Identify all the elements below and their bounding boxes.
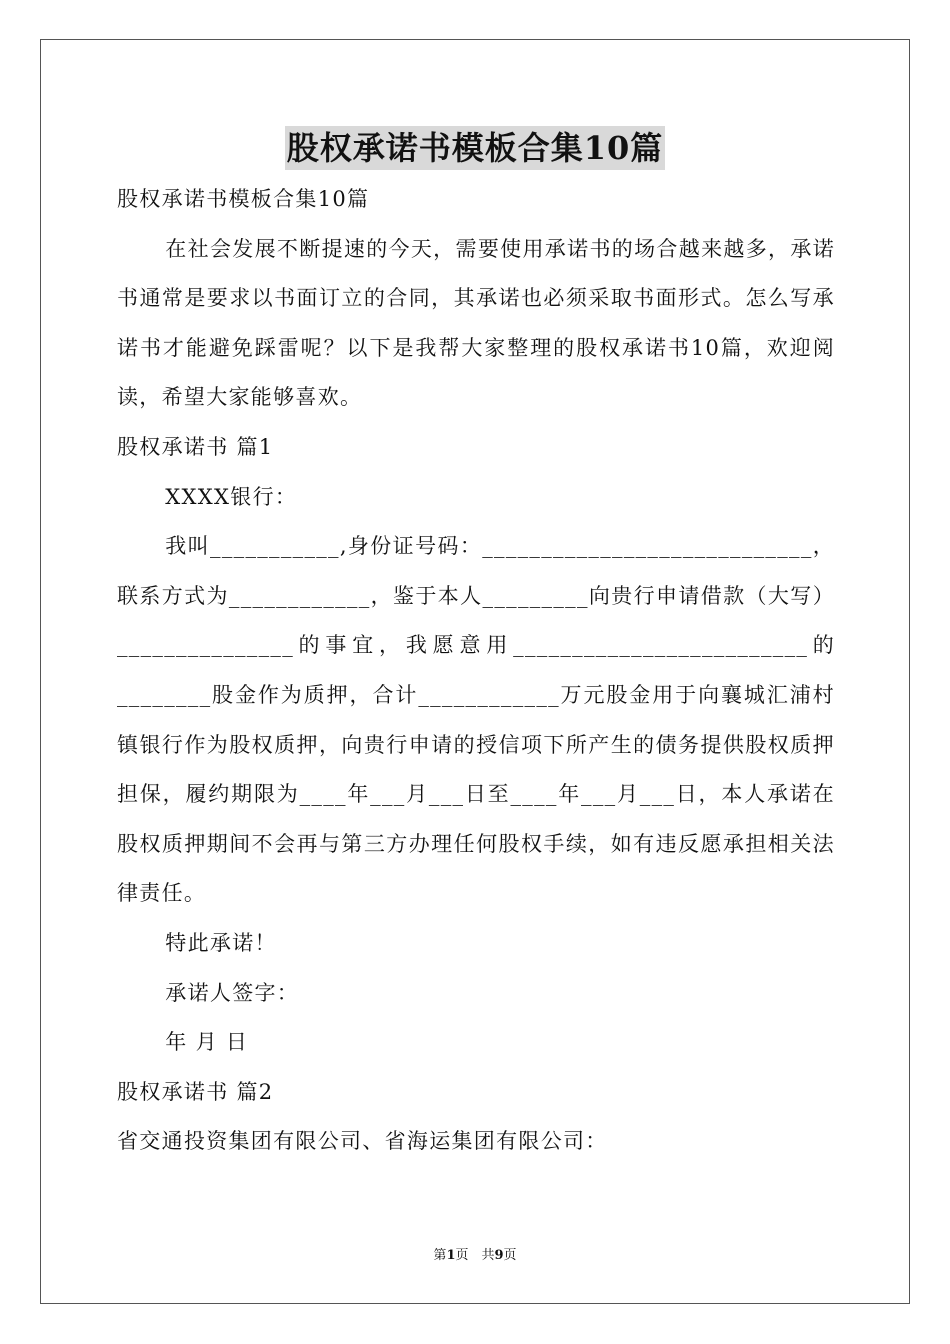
page-total: 9: [494, 1248, 504, 1263]
date-line-1: 年 月 日: [165, 1030, 249, 1055]
page-current: 1: [446, 1248, 456, 1263]
document-body: [117, 175, 835, 1167]
page-mid: 页 共: [455, 1248, 495, 1263]
page-suffix: 页: [503, 1248, 517, 1263]
closing-1: 特此承诺！: [165, 930, 277, 955]
pledge-body-1: 我叫___________,身份证号码：____________________________，联系方式为____________，鉴于本人_________向贵行申请借款（大写）_______________的事宜，我愿意用_________________________的________股金作为质押，合计____________万元股金用于向襄城汇浦村镇银行作为股权质押，向贵行申请的授信项下所产生的债务提供股权质押担保，履约期限为____年___月___日至____年___月___日，本人承诺在股权质押期间不会再与第三方办理任何股权手续，如有违反愿承担相关法律责任。: [117, 534, 835, 906]
page-footer: [0, 1247, 950, 1265]
signature-line-1: 承诺人签字：: [165, 980, 300, 1005]
salutation-2: 省交通投资集团有限公司、省海运集团有限公司：: [117, 1129, 608, 1154]
intro-paragraph: 在社会发展不断提速的今天，需要使用承诺书的场合越来越多，承诺书通常是要求以书面订立的合同，其承诺也必须采取书面形式。怎么写承诺书才能避免踩雷呢？以下是我帮大家整理的股权承诺书10篇，欢迎阅读，希望大家能够喜欢。: [117, 236, 835, 410]
page-prefix: 第: [433, 1248, 447, 1263]
section-heading-1: 股权承诺书 篇1: [117, 434, 274, 459]
document-subtitle: 股权承诺书模板合集10篇: [117, 187, 370, 211]
document-title: 股权承诺书模板合集10篇: [285, 126, 666, 170]
salutation-1: XXXX银行：: [165, 484, 298, 509]
section-heading-2: 股权承诺书 篇2: [117, 1079, 274, 1104]
title-area: [0, 126, 950, 170]
